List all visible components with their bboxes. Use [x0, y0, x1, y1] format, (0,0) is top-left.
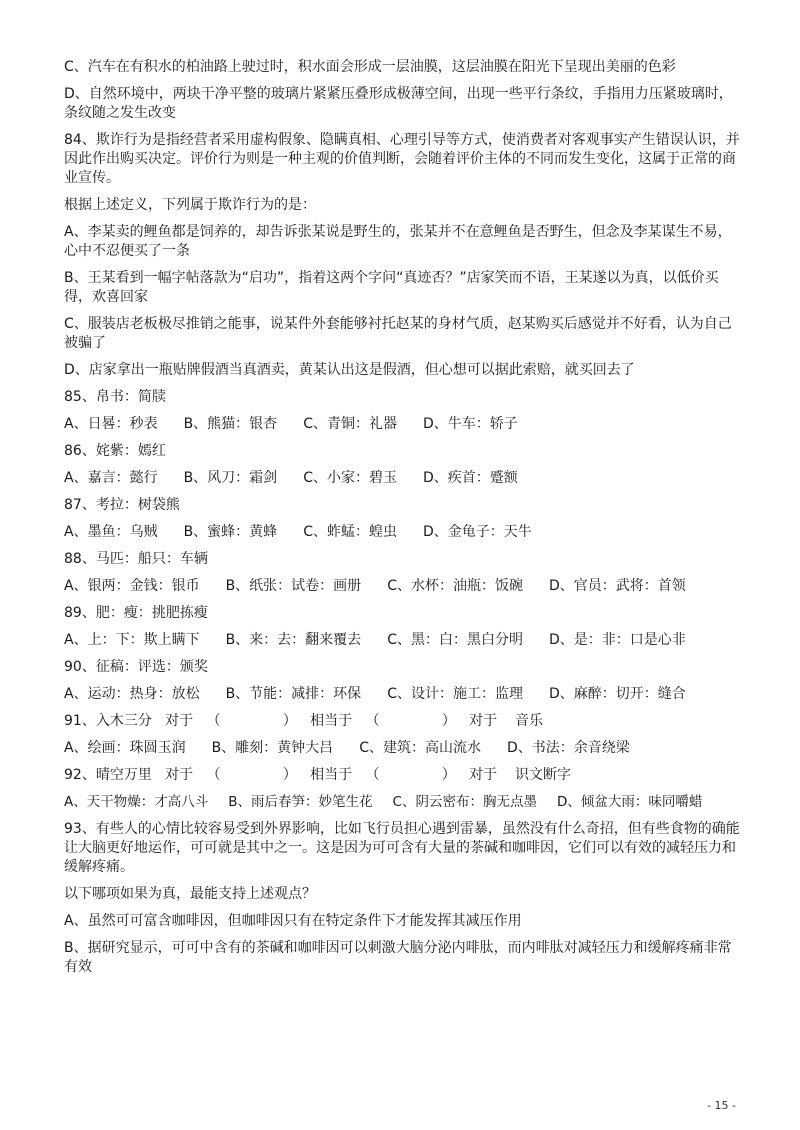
- option-d: D、书法：余音绕梁: [506, 740, 630, 756]
- question-90: 90、征稿：评选：颁奖: [64, 659, 208, 675]
- option-c: C、蚱蜢：蝗虫: [303, 524, 397, 540]
- option-a: A、李某卖的鲤鱼都是饲养的，却告诉张某说是野生的，张某并不在意鲤鱼是否野生，但念及李某谋生不易，心中不忍便买了一条: [64, 224, 732, 259]
- options-90: [64, 685, 740, 704]
- option-d: D、店家拿出一瓶贴牌假酒当真酒卖，黄某认出这是假酒，但心想可以据此索赔，就买回去了: [64, 362, 635, 378]
- question-89: 89、肥：瘦：挑肥拣瘦: [64, 605, 208, 621]
- option-a: A、天干物燥：才高八斗: [64, 794, 209, 810]
- option-c: C、建筑：高山流水: [359, 740, 481, 756]
- option-d: D、牛车：轿子: [422, 416, 518, 432]
- option-a: A、银两：金钱：银币: [64, 578, 200, 594]
- option-c: C、设计：施工：监理: [387, 686, 523, 702]
- options-88: [64, 577, 740, 596]
- page-number: - 15 -: [707, 1099, 736, 1112]
- option-c: C、服装店老板极尽推销之能事，说某件外套能够衬托赵某的身材气质，赵某购买后感觉并不好看，认为自己被骗了: [64, 316, 732, 351]
- question-86: 86、姹紫：嫣红: [64, 443, 166, 459]
- option-b: B、蜜蜂：黄蜂: [183, 524, 278, 540]
- option-c: C、青铜：礼器: [303, 416, 397, 432]
- option-d: D、官员：武将：首领: [548, 578, 686, 594]
- option-b: B、来：去：翻来覆去: [225, 632, 362, 648]
- question-92: 92、晴空万里 对于 （ ） 相当于 （ ） 对于 识文断字: [64, 767, 571, 783]
- options-92: [64, 793, 740, 812]
- option-b: B、雕刻：黄钟大吕: [211, 740, 334, 756]
- option-d: D、金龟子：天牛: [422, 524, 532, 540]
- option-b: B、据研究显示，可可中含有的茶碱和咖啡因可以刺激大脑分泌内啡肽，而内啡肽对减轻压力和缓解疼痛非常有效: [64, 940, 732, 975]
- option-a: A、虽然可可富含咖啡因，但咖啡因只有在特定条件下才能发挥其减压作用: [64, 913, 522, 929]
- options-91: [64, 739, 740, 758]
- option-a: A、嘉言：懿行: [64, 470, 158, 486]
- question-91: 91、入木三分 对于 （ ） 相当于 （ ） 对于 音乐: [64, 713, 543, 729]
- question-85: 85、帛书：简牍: [64, 389, 166, 405]
- options-85: [64, 415, 740, 434]
- option-c: C、阴云密布：胸无点墨: [392, 794, 537, 810]
- option-d: D、倾盆大雨：味同嚼蜡: [556, 794, 703, 810]
- option-c: C、水杯：油瓶：饭碗: [387, 578, 523, 594]
- option-d: D、是：非：口是心非: [548, 632, 686, 648]
- option-b: B、节能：减排：环保: [225, 686, 362, 702]
- option-b: B、王某看到一幅字帖落款为“启功”，指着这两个字问“真迹否？”店家笑而不语，王某遂以为真，以低价买得，欢喜回家: [64, 270, 719, 305]
- text-line: C、汽车在有积水的柏油路上驶过时，积水面会形成一层油膜，这层油膜在阳光下呈现出美丽的色彩: [64, 59, 676, 75]
- option-b: B、雨后春笋：妙笔生花: [228, 794, 373, 810]
- options-86: [64, 469, 740, 488]
- question-prompt: 根据上述定义，下列属于欺诈行为的是：: [64, 197, 316, 213]
- option-a: A、上：下：欺上瞒下: [64, 632, 200, 648]
- options-89: [64, 631, 740, 650]
- option-b: B、纸张：试卷：画册: [225, 578, 362, 594]
- option-a: A、墨鱼：乌贼: [64, 524, 158, 540]
- option-a: A、运动：热身：放松: [64, 686, 200, 702]
- option-a: A、日晷：秒表: [64, 416, 158, 432]
- option-b: B、熊猫：银杏: [183, 416, 278, 432]
- option-b: B、风刀：霜剑: [183, 470, 278, 486]
- question-87: 87、考拉：树袋熊: [64, 497, 180, 513]
- option-d: D、疾首：蹙额: [422, 470, 518, 486]
- question-84: 84、欺诈行为是指经营者采用虚构假象、隐瞒真相、心理引导等方式，使消费者对客观事实产生错误认识，并因此作出购买决定。评价行为则是一种主观的价值判断，会随着评价主体的不同而发生变化，这属于正常的商业宣传。: [64, 132, 740, 186]
- question-prompt: 以下哪项如果为真，最能支持上述观点？: [64, 886, 316, 902]
- document-page: [64, 58, 740, 985]
- option-d: D、麻醉：切开：缝合: [548, 686, 686, 702]
- option-c: C、小家：碧玉: [303, 470, 397, 486]
- option-a: A、绘画：珠圆玉润: [64, 740, 186, 756]
- options-87: [64, 523, 740, 542]
- option-c: C、黑：白：黑白分明: [387, 632, 523, 648]
- question-88: 88、马匹：船只：车辆: [64, 551, 208, 567]
- question-93: 93、有些人的心情比较容易受到外界影响，比如飞行员担心遇到雷暴，虽然没有什么奇招，但有些食物的确能让大脑更好地运作，可可就是其中之一。这是因为可可含有大量的茶碱和咖啡因，它们可以有效的减轻压力和缓解疼痛。: [64, 821, 740, 875]
- text-line: D、自然环境中，两块干净平整的玻璃片紧紧压叠形成极薄空间，出现一些平行条纹，手指用力压紧玻璃时，条纹随之发生改变: [64, 86, 733, 121]
